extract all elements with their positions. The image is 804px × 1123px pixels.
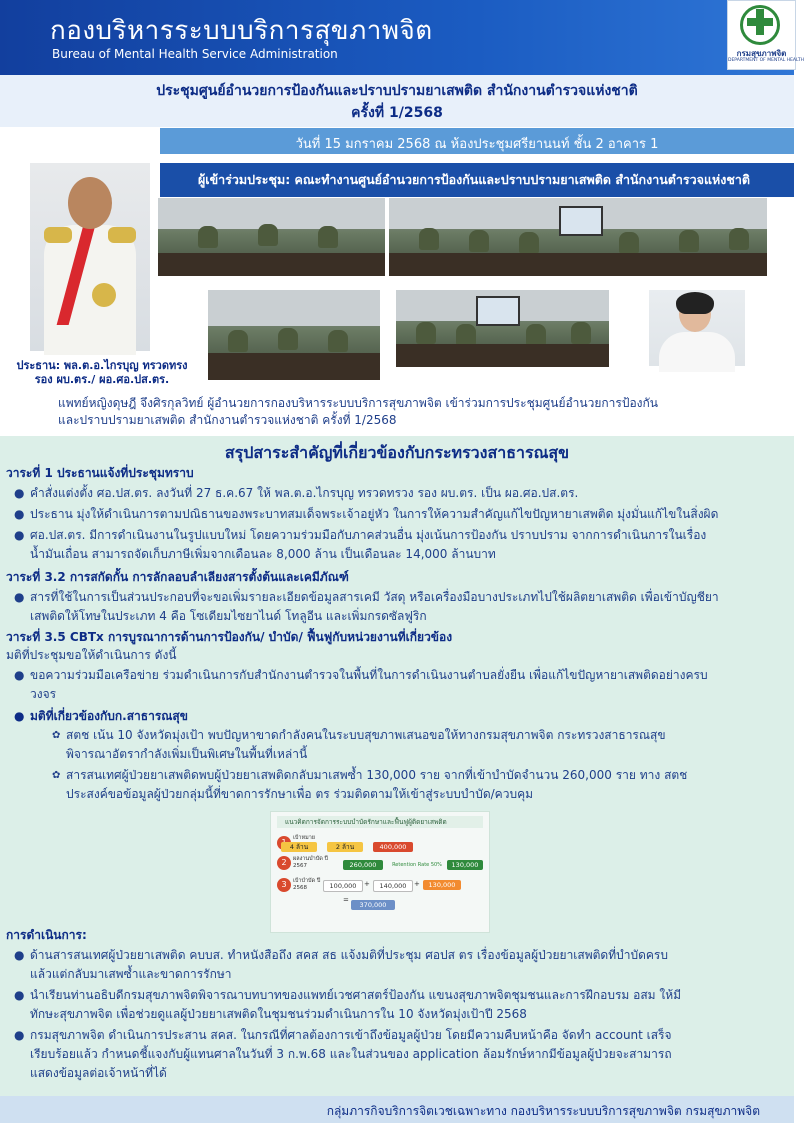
step-3-label: เป้าบำบัด ปี 2568 <box>293 878 321 891</box>
chairman-caption: ประธาน: พล.ต.อ.ไกรบุญ ทรวดทรง รอง ผบ.ตร./ ผอ.ศอ.ปส.ตร. <box>16 359 188 386</box>
target-box-b: 2 ล้าน <box>327 842 363 852</box>
agenda-1-heading: วาระที่ 1 ประธานแจ้งที่ประชุมทราบ <box>6 466 194 480</box>
bullet-icon: ● <box>14 948 25 962</box>
goal-box-a: 100,000 <box>323 880 363 892</box>
resolution-intro: มติที่ประชุมขอให้ดำเนินการ ดังนี้ <box>6 648 177 662</box>
meeting-photo-4 <box>396 290 609 367</box>
director-photo <box>649 290 745 366</box>
bullet-icon: ● <box>14 528 25 542</box>
logo-text-english: DEPARTMENT OF MENTAL HEALTH <box>728 58 804 63</box>
logo-text-thai: กรมสุขภาพจิต <box>736 49 787 58</box>
goal-total: 370,000 <box>351 900 395 910</box>
step-2-badge: 2 <box>277 856 291 870</box>
operations-heading: การดำเนินการ: <box>6 928 87 942</box>
infographic-title: แนวคิดการจัดการระบบบำบัดรักษาและฟื้นฟูผู้ติดยาเสพติด <box>285 818 447 826</box>
chairman-photo <box>30 163 150 351</box>
org-name-english: Bureau of Mental Health Service Administration <box>52 47 338 61</box>
org-name-thai: กองบริหารระบบบริการสุขภาพจิต <box>50 16 433 46</box>
list-item: ✿ สารสนเทศผู้ป่วยยาเสพติดพบผู้ป่วยยาเสพติดกลับมาเสพซ้ำ 130,000 ราย จากที่เข้าบำบัดจำนวน 260,000 ราย ทาง สตช ประสงค์ขอข้อมูลผู้ป่วยกลุ่มนี้ที่ขาดการรักษาเพื่อ ตร ร่วมติดตามให้เข้าสู่ระบบบำบัด/ควบคุม <box>52 768 688 801</box>
bullet-icon: ● <box>14 590 25 604</box>
goal-box-b: 140,000 <box>373 880 413 892</box>
result-box-c: 130,000 <box>447 860 483 870</box>
department-logo <box>727 0 804 70</box>
bullet-icon: ● <box>14 486 25 500</box>
flower-bullet-icon: ✿ <box>52 730 61 741</box>
summary-title: สรุปสาระสำคัญที่เกี่ยวข้องกับกระทรวงสาธารณสุข <box>224 443 570 462</box>
treatment-infographic <box>270 811 490 933</box>
meeting-title: ประชุมศูนย์อำนวยการป้องกันและปราบปรามยาเสพติด สำนักงานตำรวจแห่งชาติ <box>156 83 638 99</box>
meeting-date-place: วันที่ 15 มกราคม 2568 ณ ห้องประชุมศรียานนท์ ชั้น 2 อาคาร 1 <box>295 137 659 152</box>
target-box-c: 400,000 <box>373 842 413 852</box>
bullet-icon: ● <box>14 1028 25 1042</box>
step-1-label: เป้าหมาย <box>293 835 316 841</box>
bullet-icon: ● <box>14 668 25 682</box>
plus-operator: + <box>364 880 370 888</box>
meeting-photo-1 <box>158 198 385 276</box>
step-2-label: ผลงานบำบัด ปี 2567 <box>293 856 329 869</box>
bullet-icon: ● <box>14 507 25 521</box>
meeting-number: ครั้งที่ 1/2568 <box>351 105 443 121</box>
equals-operator: = <box>343 896 349 904</box>
flower-bullet-icon: ✿ <box>52 770 61 781</box>
agenda-3-5-heading: วาระที่ 3.5 CBTx การบูรณาการด้านการป้องกัน/ บำบัด/ ฟื้นฟูกับหน่วยงานที่เกี่ยวข้อง <box>6 630 453 644</box>
agenda-3-2-heading: วาระที่ 3.2 การสกัดกั้น การลักลอบลำเลียงสารตั้งต้นและเคมีภัณฑ์ <box>6 570 349 584</box>
bullet-icon: ● <box>14 709 25 723</box>
result-box-a: 260,000 <box>343 860 383 870</box>
activity-description: แพทย์หญิงดุษฎี จึงศิรกุลวิทย์ ผู้อำนวยการกองบริหารระบบบริการสุขภาพจิต เข้าร่วมการประชุมศูนย์อำนวยการป้องกัน และปราบปรามยาเสพติด สำนักงานตำรวจแห่งชาติ ครั้งที่ 1/2568 <box>58 396 658 427</box>
list-item: ✿ สตช เน้น 10 จังหวัดมุ่งเป้า พบปัญหาขาดกำลังคนในระบบสุขภาพเสนอขอให้ทางกรมสุขภาพจิต กระทรวงสาธารณสุข พิจารณาอัตรากำลังเพิ่มเป็นพิเศษในพื้นที่เหล่านี้ <box>52 728 666 761</box>
meeting-photo-3 <box>208 290 380 380</box>
meeting-photo-2 <box>389 198 767 276</box>
footer-text: กลุ่มภารกิจบริการจิตเวชเฉพาะทาง กองบริหารระบบบริการสุขภาพจิต กรมสุขภาพจิต <box>326 1104 760 1118</box>
goal-box-c: 130,000 <box>423 880 461 890</box>
participants-text: ผู้เข้าร่วมประชุม: คณะทำงานศูนย์อำนวยการป้องกันและปราบปรามยาเสพติด สำนักงานตำรวจแห่งชาติ <box>197 172 750 187</box>
plus-operator: + <box>414 880 420 888</box>
retention-rate: Retention Rate 50% <box>392 862 442 868</box>
bullet-icon: ● <box>14 988 25 1002</box>
step-3-badge: 3 <box>277 878 291 892</box>
target-box-a: 4 ล้าน <box>281 842 317 852</box>
